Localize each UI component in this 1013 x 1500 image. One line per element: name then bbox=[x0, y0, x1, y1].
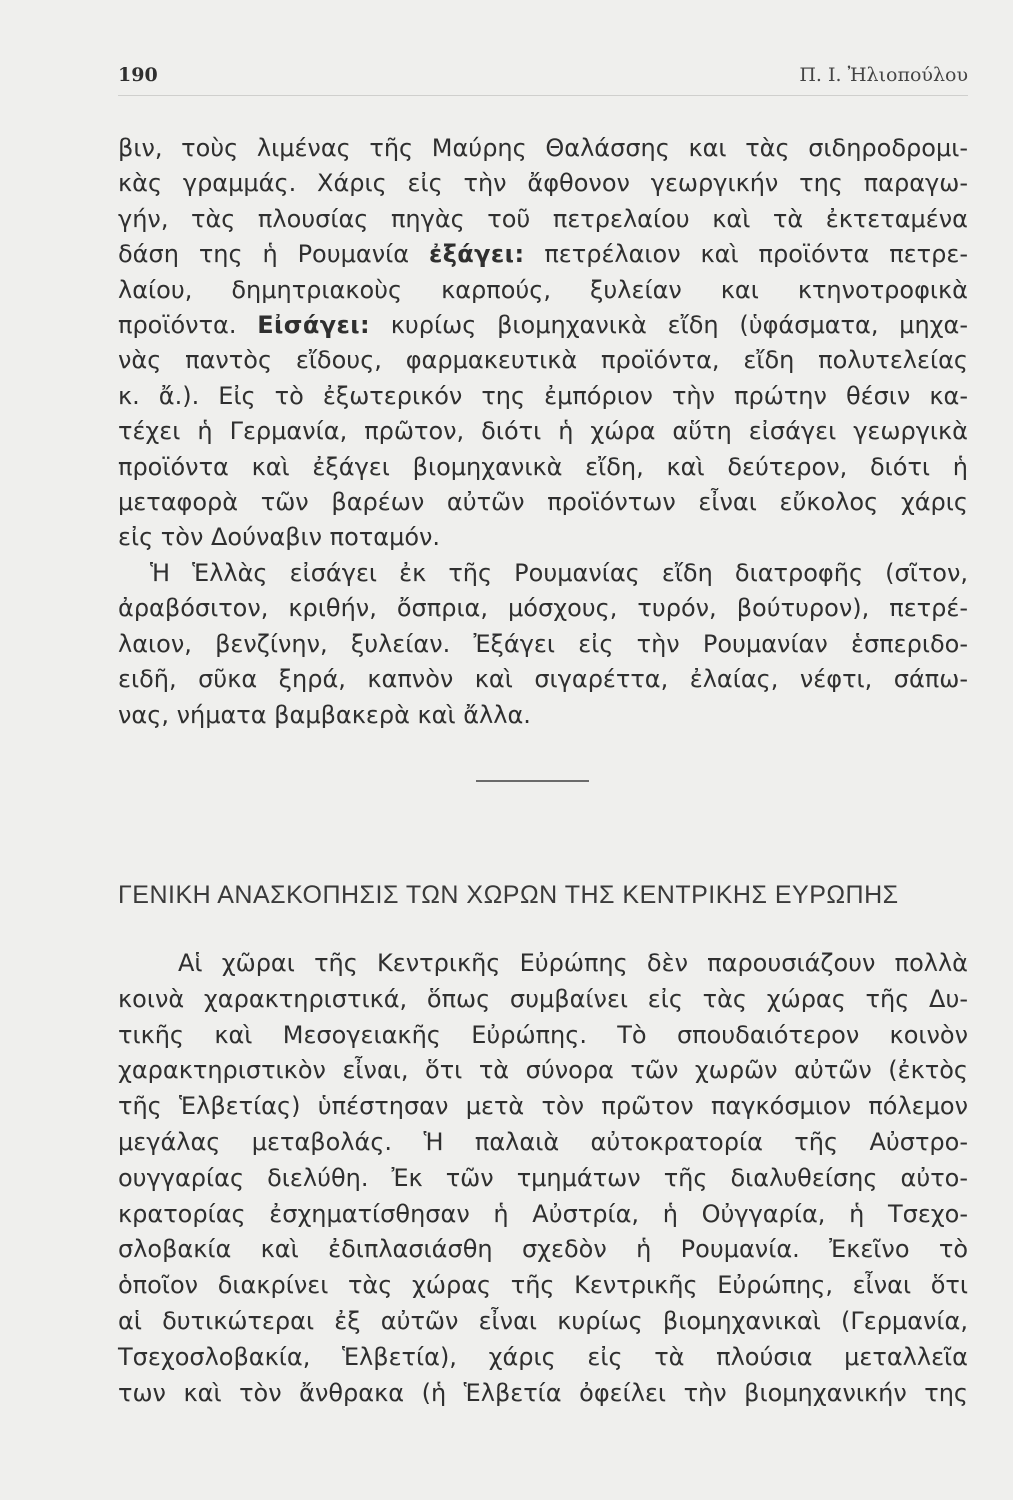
header-rule bbox=[118, 95, 968, 96]
text-line: ἀραβόσιτον, κριθήν, ὄσπρια, μόσχους, τυρόν, βούτυρον), πετρέ- bbox=[118, 594, 968, 623]
paragraph bbox=[118, 131, 968, 556]
running-title: Π. Ι. Ἠλιοπούλου bbox=[799, 64, 968, 86]
section-text bbox=[118, 131, 968, 733]
text-line: κὰς γραμμάς. Χάρις εἰς τὴν ἄφθονον γεωργικήν της παραγω- bbox=[118, 169, 968, 198]
text-run: κυρίως βιομηχανικὰ εἴδη (ὑφάσματα, μηχα- bbox=[370, 311, 969, 340]
text-line: σλοβακία καὶ ἐδιπλασιάσθη σχεδὸν ἡ Ρουμανία. Ἐκεῖνο τὸ bbox=[118, 1235, 968, 1264]
text-line: κοινὰ χαρακτηριστικά, ὅπως συμβαίνει εἰς τὰς χώρας τῆς Δυ- bbox=[118, 984, 968, 1013]
text-run: προϊόντα. bbox=[118, 311, 258, 340]
text-line: ὁποῖον διακρίνει τὰς χώρας τῆς Κεντρικῆς Εὐρώπης, εἶναι ὅτι bbox=[118, 1271, 968, 1300]
text-line: μεταφορὰ τῶν βαρέων αὐτῶν προϊόντων εἶναι εὔκολος χάρις bbox=[118, 488, 968, 517]
text-line: χαρακτηριστικὸν εἶναι, ὅτι τὰ σύνορα τῶν χωρῶν αὐτῶν (ἐκτὸς bbox=[118, 1056, 968, 1085]
text-line bbox=[118, 237, 968, 272]
text-line: νὰς παντὸς εἴδους, φαρμακευτικὰ προϊόντα, εἴδη πολυτελείας bbox=[118, 346, 968, 375]
text-line: Τσεχοσλοβακία, Ἑλβετία), χάρις εἰς τὰ πλούσια μεταλλεῖα bbox=[118, 1342, 968, 1371]
text-line: των καὶ τὸν ἄνθρακα (ἡ Ἑλβετία ὀφείλει τὴν βιομηχανικήν της bbox=[118, 1378, 968, 1407]
text-line: κ. ἄ.). Εἰς τὸ ἐξωτερικόν της ἐμπόριον τὴν πρώτην θέσιν κα- bbox=[118, 381, 968, 410]
text-line: προϊόντα καὶ ἐξάγει βιομηχανικὰ εἴδη, καὶ δεύτερον, διότι ἡ bbox=[118, 452, 968, 481]
text-line: λαίου, δημητριακοὺς καρπούς, ξυλείαν και κτηνοτροφικὰ bbox=[118, 275, 968, 304]
emphasized-term: Εἰσάγει: bbox=[257, 311, 371, 340]
text-line: βιν, τοὺς λιμένας τῆς Μαύρης Θαλάσσης και τὰς σιδηροδρομι- bbox=[118, 134, 968, 162]
paragraph bbox=[118, 946, 968, 1411]
text-line: τέχει ἡ Γερμανία, πρῶτον, διότι ἡ χώρα αὕτη εἰσάγει γεωργικὰ bbox=[118, 417, 968, 446]
text-line: κρατορίας ἐσχηματίσθησαν ἡ Αὐστρία, ἡ Οὐγγαρία, ἡ Τσεχο- bbox=[118, 1199, 968, 1228]
paragraph bbox=[118, 556, 968, 733]
text-line: ουγγαρίας διελύθη. Ἐκ τῶν τμημάτων τῆς διαλυθείσης αὐτο- bbox=[118, 1163, 968, 1192]
emphasized-term: ἐξάγει: bbox=[428, 240, 525, 269]
text-line: λαιον, βενζίνην, ξυλείαν. Ἐξάγει εἰς τὴν Ρουμανίαν ἑσπεριδο- bbox=[118, 629, 968, 658]
text-line: ειδῆ, σῦκα ξηρά, καπνὸν καὶ σιγαρέττα, ἐλαίας, νέφτι, σάπω- bbox=[118, 665, 968, 694]
text-run: πετρέλαιον καὶ προϊόντα πετρε- bbox=[524, 240, 968, 269]
text-line: μεγάλας μεταβολάς. Ἡ παλαιὰ αὐτοκρατορία τῆς Αὐστρο- bbox=[118, 1127, 968, 1156]
text-line: τικῆς καὶ Μεσογειακῆς Εὐρώπης. Τὸ σπουδαιότερον κοινὸν bbox=[118, 1020, 968, 1049]
text-line: Αἱ χῶραι τῆς Κεντρικῆς Εὐρώπης δὲν παρουσιάζουν πολλὰ bbox=[178, 949, 968, 977]
running-head bbox=[118, 63, 968, 87]
text-line: νας, νήματα βαμβακερὰ καὶ ἄλλα. bbox=[118, 700, 531, 729]
section-separator bbox=[476, 780, 589, 782]
page-number: 190 bbox=[118, 64, 158, 86]
section-heading: ΓΕΝΙΚΗ ΑΝΑΣΚΟΠΗΣΙΣ ΤΩΝ ΧΩΡΩΝ ΤΗΣ ΚΕΝΤΡΙΚΗΣ ΕΥΡΩΠΗΣ bbox=[118, 881, 899, 909]
text-line bbox=[118, 308, 968, 343]
text-line: εἰς τὸν Δούναβιν ποταμόν. bbox=[118, 523, 441, 552]
text-run: δάση της ἡ Ρουμανία bbox=[118, 240, 429, 269]
text-line: τῆς Ἑλβετίας) ὑπέστησαν μετὰ τὸν πρῶτον παγκόσμιον πόλεμον bbox=[118, 1092, 968, 1121]
text-line: Ἡ Ἑλλὰς εἰσάγει ἐκ τῆς Ρουμανίας εἴδη διατροφῆς (σῖτον, bbox=[150, 558, 968, 587]
text-line: αἱ δυτικώτεραι ἐξ αὐτῶν εἶναι κυρίως βιομηχανικαὶ (Γερμανία, bbox=[118, 1306, 968, 1335]
text-line: γήν, τὰς πλουσίας πηγὰς τοῦ πετρελαίου καὶ τὰ ἐκτεταμένα bbox=[118, 204, 968, 233]
section-text bbox=[118, 946, 968, 1411]
